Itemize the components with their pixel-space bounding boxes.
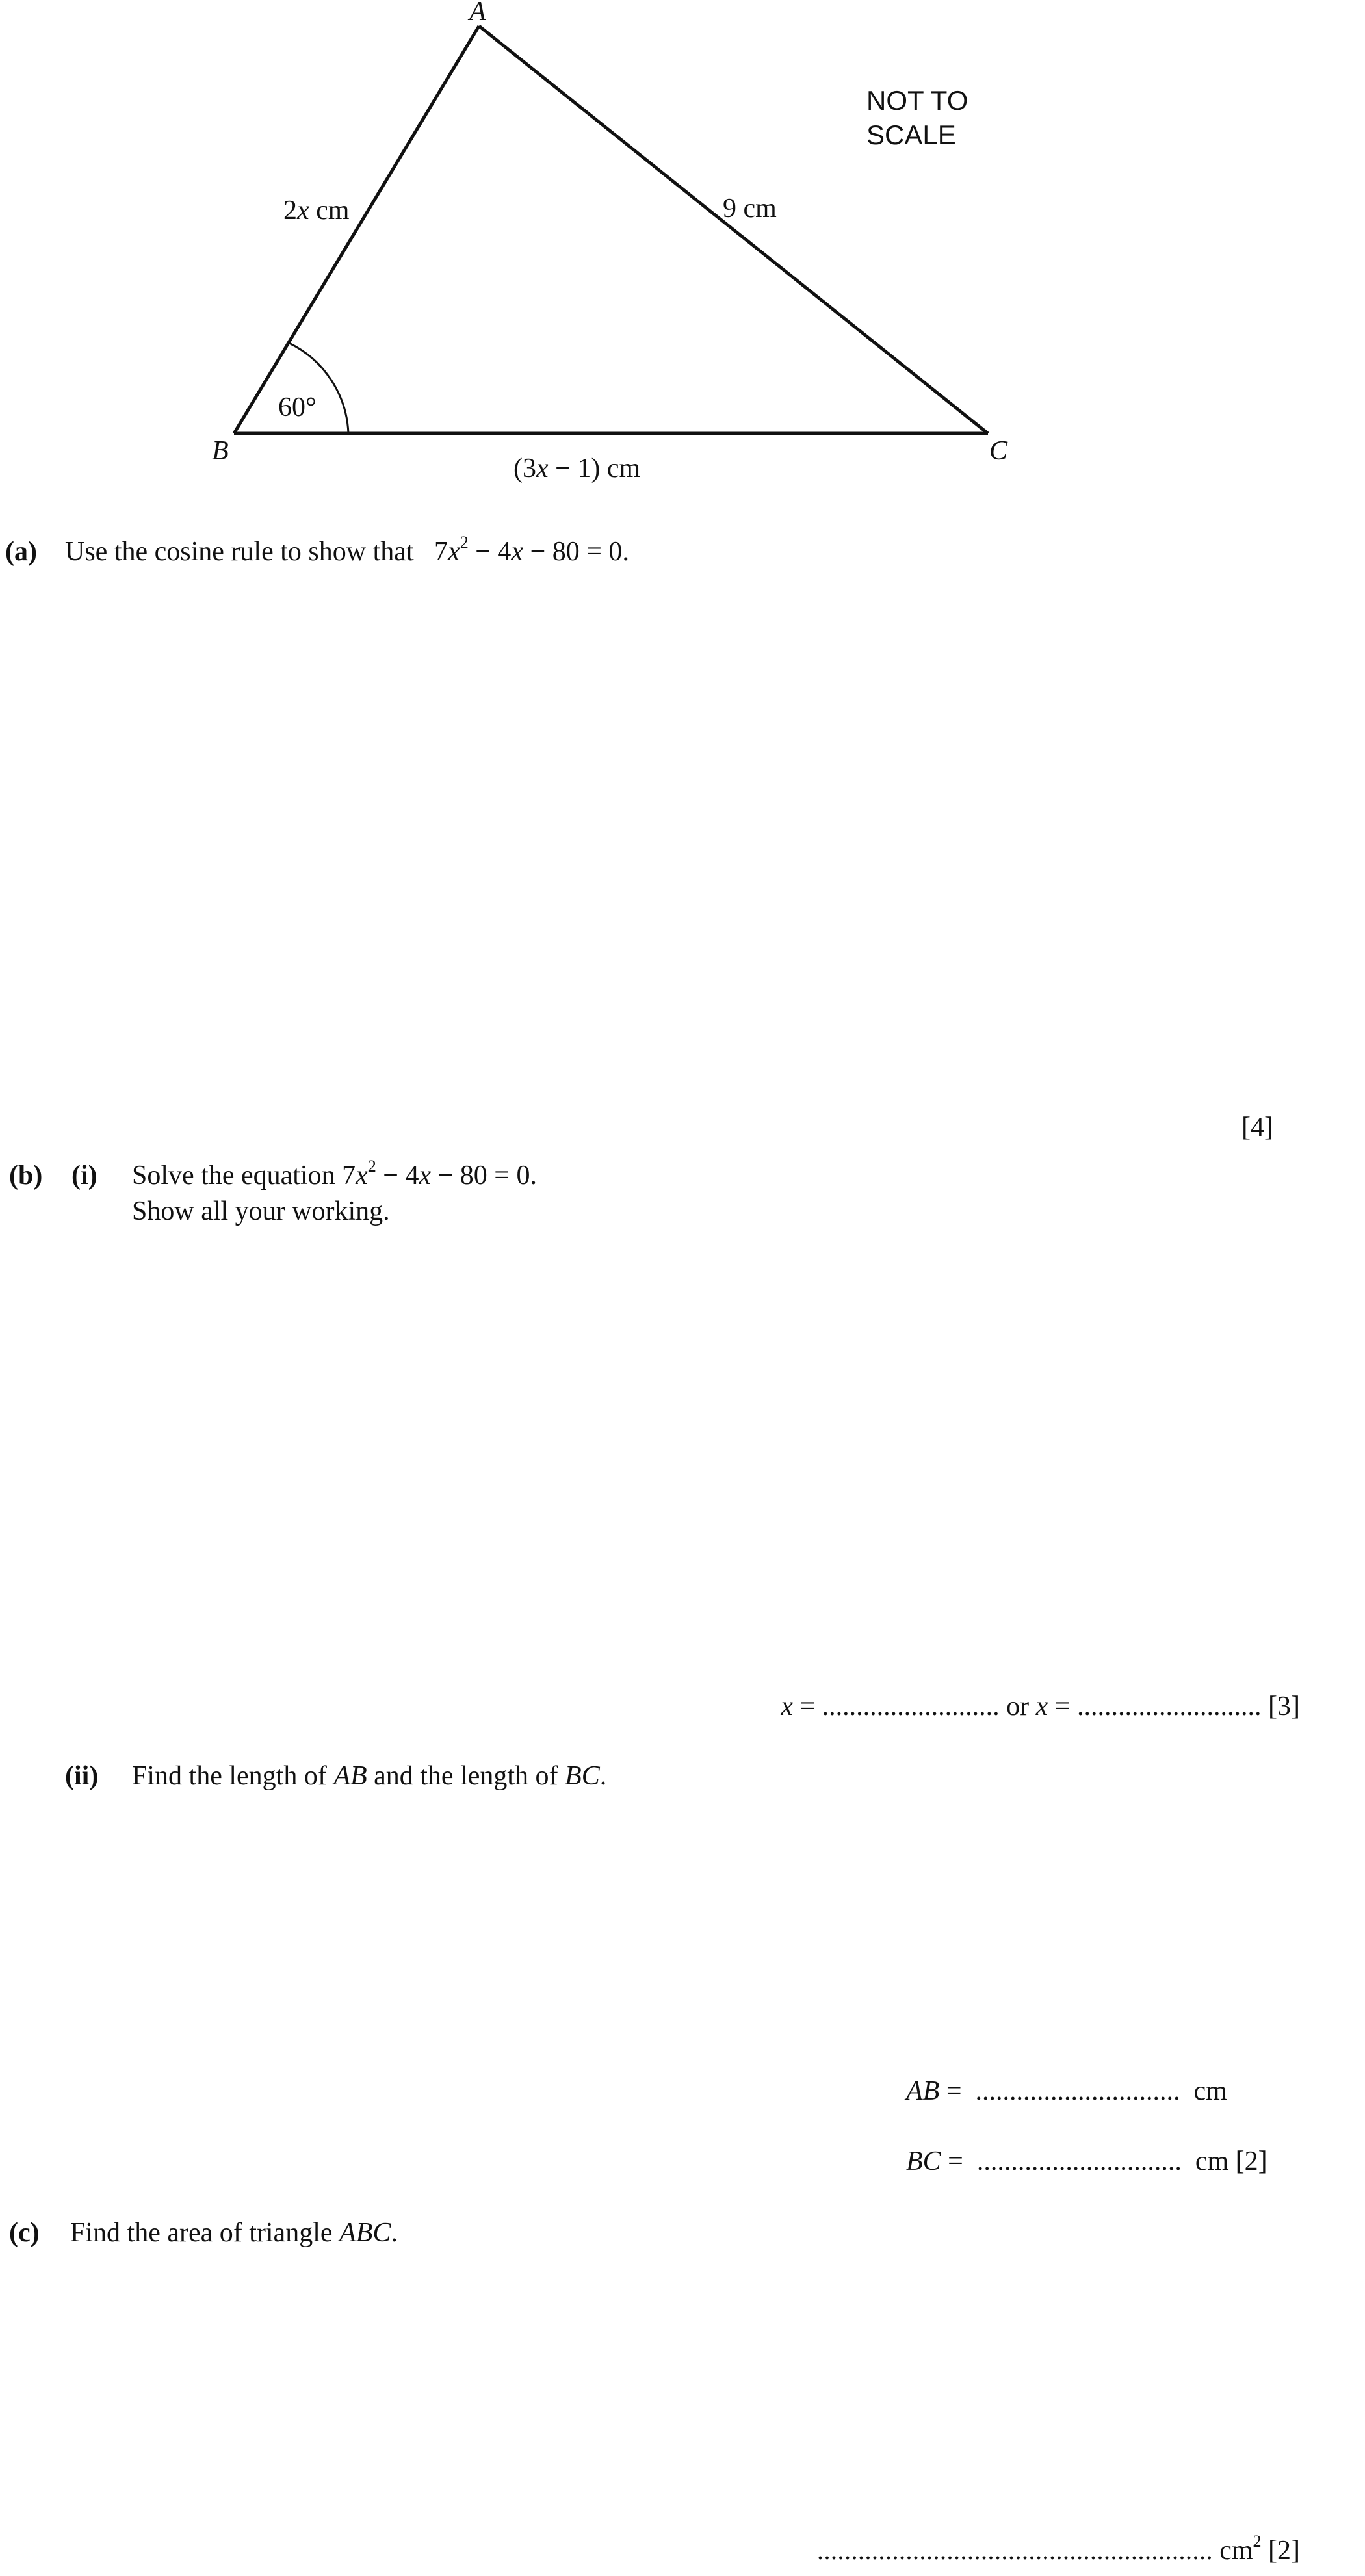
answer-blank-area[interactable]: .......................................................... <box>816 2536 1213 2566</box>
answer-blank-bc[interactable]: .............................. <box>976 2146 1182 2176</box>
part-b-ii-answer-ab: AB = .............................. cm <box>906 2076 1227 2106</box>
side-ab-line <box>234 26 479 433</box>
part-b-i-question: Solve the equation $7x^2 - 4x - 80 = 0$. <box>132 1157 537 1191</box>
part-a-equation: $7x^2 - 4x - 80 = 0$ <box>434 533 623 567</box>
part-b-i-answer-line: x = .......................... or x = ........................... [3] <box>781 1692 1300 1721</box>
side-bc-label: (3x − 1) cm <box>514 454 641 483</box>
part-a-marks: [4] <box>1242 1113 1273 1142</box>
angle-b-label: 60° <box>278 393 317 422</box>
vertex-b-label: B <box>212 436 229 466</box>
part-a-label: (a) <box>5 537 37 567</box>
answer-blank-x1[interactable]: .......................... <box>822 1692 1000 1721</box>
part-b-label: (b) <box>9 1161 43 1191</box>
side-ac-label: 9 cm <box>723 194 777 224</box>
part-a-question: Use the cosine rule to show that $7x^2 - 4x - 80 = 0$. <box>65 533 629 567</box>
part-b-ii-marks: [2] <box>1235 2146 1268 2176</box>
side-ab-label: 2x cm <box>283 196 350 225</box>
part-b-ii-answer-bc: BC = .............................. cm [2] <box>906 2146 1268 2176</box>
part-c-label: (c) <box>9 2218 40 2248</box>
vertex-c-label: C <box>989 436 1008 466</box>
scale-note-line1: NOT TO <box>866 85 968 116</box>
scale-note <box>866 83 968 152</box>
part-c-answer-line: .......................................................... $cm^2$ [2] <box>816 2532 1300 2566</box>
answer-blank-ab[interactable]: .............................. <box>975 2076 1180 2106</box>
scale-note-line2: SCALE <box>866 120 956 150</box>
answer-blank-x2[interactable]: ........................... <box>1077 1692 1262 1721</box>
part-b-ii-question: Find the length of AB and the length of BC. <box>132 1761 607 1791</box>
triangle-diagram <box>0 0 1365 520</box>
part-b-i-marks: [3] <box>1268 1692 1300 1721</box>
part-b-ii-label: (ii) <box>65 1761 99 1791</box>
part-b-i-label: (i) <box>72 1161 98 1191</box>
vertex-a-label: A <box>469 0 486 27</box>
part-b-i-equation: $7x^2 - 4x - 80 = 0$ <box>342 1157 530 1191</box>
part-c-marks: [2] <box>1268 2536 1300 2566</box>
part-b-i-instruction: Show all your working. <box>132 1196 390 1226</box>
part-c-question: Find the area of triangle ABC. <box>70 2218 398 2248</box>
